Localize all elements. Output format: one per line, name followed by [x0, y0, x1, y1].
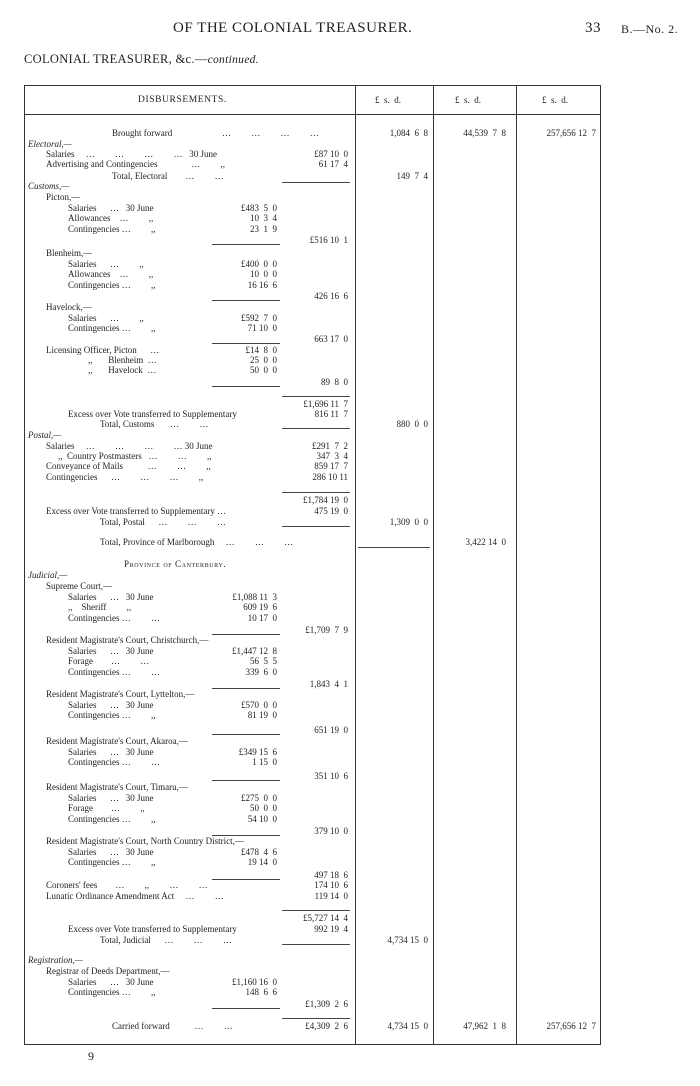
amount-a: 1,309 0 0 — [389, 517, 428, 527]
row-label: Contingencies … … … ,, — [46, 472, 204, 482]
amount-n1: 347 3 4 — [316, 451, 348, 461]
table-bottom-border — [24, 1044, 601, 1045]
amount-n1: 497 18 6 — [314, 870, 348, 880]
amount-n0: 10 0 0 — [250, 269, 277, 279]
row-label: Allowances … ,, — [68, 269, 154, 279]
amount-n1: £1,309 2 6 — [305, 999, 348, 1009]
row-label: Customs,— — [28, 181, 70, 191]
row-label: Resident Magistrate's Court, Timaru,— — [46, 782, 188, 792]
amount-n1: £291 7 2 — [312, 441, 348, 451]
amount-c: 257,656 12 7 — [546, 128, 596, 138]
row-label: Brought forward — [112, 128, 173, 138]
row-label: Contingencies … … — [68, 667, 160, 677]
amount-b: 44,539 7 8 — [463, 128, 506, 138]
sum-rule — [212, 734, 280, 735]
sum-rule — [212, 244, 280, 245]
row-label: Contingencies … ,, — [68, 280, 156, 290]
row-label: Postal,— — [28, 430, 62, 440]
row-label: Contingencies … … — [68, 757, 160, 767]
amount-n1: £516 10 1 — [309, 235, 348, 245]
amount-a: 4,734 15 0 — [387, 1021, 428, 1031]
sum-rule — [212, 835, 280, 836]
row-label: Contingencies … ,, — [68, 814, 156, 824]
amount-n0: 148 6 6 — [245, 987, 277, 997]
amount-n0: 10 3 4 — [250, 213, 277, 223]
section-heading-continued: continued. — [207, 54, 259, 66]
row-label: Salaries … ,, — [68, 259, 144, 269]
sum-rule — [282, 396, 350, 397]
sum-rule — [282, 1018, 350, 1019]
amount-n0: 81 19 0 — [247, 710, 277, 720]
amount-n1: 174 10 6 — [314, 880, 348, 890]
amount-a: 4,734 15 0 — [387, 935, 428, 945]
row-label: Salaries … 30 June — [68, 592, 154, 602]
amount-n1: 1,843 4 1 — [309, 679, 348, 689]
amount-b: 47,962 1 8 — [463, 1021, 506, 1031]
row-label: Judicial,— — [28, 570, 68, 580]
amount-a: 149 7 4 — [396, 171, 428, 181]
page-number: 33 — [585, 20, 601, 36]
amount-n1: 119 14 0 — [314, 891, 348, 901]
amount-n1: £4,309 2 6 — [305, 1021, 348, 1031]
sum-rule — [282, 182, 350, 183]
row-label: Salaries … 30 June — [68, 977, 154, 987]
row-label: Conveyance of Mails … … ,, — [46, 461, 211, 471]
amount-n1: 651 19 0 — [314, 725, 348, 735]
amount-n1: 286 10 11 — [312, 472, 348, 482]
amount-n0: £1,088 11 3 — [232, 592, 277, 602]
row-label: Salaries … 30 June — [68, 646, 154, 656]
section-heading-text: COLONIAL TREASURER, &c.— — [24, 52, 208, 66]
row-label: Salaries … … … … 30 June — [46, 441, 213, 451]
row-label: Contingencies … … — [68, 613, 160, 623]
row-label: Registrar of Deeds Department,— — [46, 966, 170, 976]
row-label: Allowances … ,, — [68, 213, 154, 223]
row-label: Contingencies … ,, — [68, 710, 156, 720]
row-label: Salaries … ,, — [68, 313, 144, 323]
row-label: Salaries … 30 June — [68, 747, 154, 757]
row-label: Resident Magistrate's Court, North Country District,— — [46, 836, 244, 846]
amount-n1: 816 11 7 — [314, 409, 348, 419]
row-label: ,, Sheriff ,, — [68, 602, 132, 612]
amount-n0: 1 15 0 — [252, 757, 277, 767]
disbursements-heading: DISBURSEMENTS. — [138, 95, 227, 105]
amount-n0: £478 4 6 — [241, 847, 277, 857]
page-title: OF THE COLONIAL TREASURER. — [173, 20, 413, 36]
row-label: Total, Postal … … … — [100, 517, 226, 527]
row-label: Blenheim,— — [46, 248, 93, 258]
column-header-1: £ s. d. — [375, 95, 402, 105]
row-label: Salaries … 30 June — [68, 793, 154, 803]
amount-n0: £570 0 0 — [241, 700, 277, 710]
row-label: Forage … ,, — [68, 803, 145, 813]
amount-n1: 475 19 0 — [314, 506, 348, 516]
table-header-border — [24, 114, 601, 115]
row-label: Lunatic Ordinance Amendment Act … … — [46, 891, 224, 901]
row-leader-dots: … … … … — [222, 128, 319, 138]
row-label: Salaries … 30 June — [68, 847, 154, 857]
row-label: Total, Province of Marlborough … … … — [100, 537, 294, 547]
row-label: Licensing Officer, Picton … — [46, 345, 160, 355]
row-label: Contingencies … ,, — [68, 323, 156, 333]
amount-n1: 89 8 0 — [321, 377, 348, 387]
amount-n0: £400 0 0 — [241, 259, 277, 269]
amount-n1: 859 17 7 — [314, 461, 348, 471]
amount-n0: 19 14 0 — [247, 857, 277, 867]
row-label: Contingencies … ,, — [68, 987, 156, 997]
amount-n1: 351 10 6 — [314, 771, 348, 781]
amount-n0: £275 0 0 — [241, 793, 277, 803]
sum-rule — [212, 300, 280, 301]
sum-rule — [212, 343, 280, 344]
footer-page-number: 9 — [88, 1049, 94, 1063]
amount-n0: 71 10 0 — [247, 323, 277, 333]
amount-n0: 50 0 0 — [250, 365, 277, 375]
row-label: Excess over Vote transferred to Supplementary … — [46, 506, 227, 516]
row-label: ,, Country Postmasters … … ,, — [58, 451, 212, 461]
sum-rule — [212, 1008, 280, 1009]
row-label: Salaries … … … … 30 June — [46, 149, 217, 159]
amount-n0: 609 19 6 — [243, 602, 277, 612]
sum-rule — [282, 526, 350, 527]
row-label: Electoral,— — [28, 139, 72, 149]
row-label: ,, Blenheim … — [88, 355, 157, 365]
sum-rule — [282, 428, 350, 429]
amount-n1: 61 17 4 — [318, 159, 348, 169]
amount-n1: £87 10 0 — [314, 149, 348, 159]
column-header-2: £ s. d. — [455, 95, 482, 105]
amount-n0: 10 17 0 — [247, 613, 277, 623]
amount-n1: £1,784 19 0 — [303, 495, 348, 505]
amount-n0: £592 7 0 — [241, 313, 277, 323]
row-label: Advertising and Contingencies … ,, — [46, 159, 225, 169]
amount-n1: 379 10 0 — [314, 826, 348, 836]
row-label: Contingencies … ,, — [68, 857, 156, 867]
amount-a: 1,084 6 8 — [389, 128, 428, 138]
amount-n1: £5,727 14 4 — [303, 913, 348, 923]
row-label: Resident Magistrate's Court, Lyttelton,— — [46, 689, 195, 699]
amount-n0: £1,447 12 8 — [232, 646, 277, 656]
sum-rule — [212, 879, 280, 880]
column-header-3: £ s. d. — [542, 95, 569, 105]
row-label: Province of Canterbury. — [124, 559, 227, 569]
amount-n1: 663 17 0 — [314, 334, 348, 344]
amount-n0: 339 6 0 — [245, 667, 277, 677]
table-left-border — [24, 85, 25, 1045]
amount-n1: £1,696 11 7 — [303, 399, 348, 409]
sum-rule — [282, 910, 350, 911]
section-heading — [24, 52, 259, 67]
row-label: Registration,— — [28, 955, 83, 965]
row-label: Havelock,— — [46, 302, 92, 312]
column-divider — [516, 85, 517, 1045]
amount-n0: £14 8 0 — [245, 345, 277, 355]
row-label: Excess over Vote transferred to Supplementary — [68, 924, 237, 934]
column-divider — [433, 85, 434, 1045]
row-label: Carried forward … … — [112, 1021, 233, 1031]
amount-n1: £1,709 7 9 — [305, 625, 348, 635]
sum-rule — [212, 386, 280, 387]
sum-rule — [358, 547, 430, 548]
row-label: Salaries … 30 June — [68, 203, 154, 213]
row-label: Resident Magistrate's Court, Akaroa,— — [46, 736, 188, 746]
sum-rule — [212, 688, 280, 689]
column-divider — [355, 85, 356, 1045]
sum-rule — [282, 944, 350, 945]
amount-n0: 56 5 5 — [250, 656, 277, 666]
row-label: Contingencies … ,, — [68, 224, 156, 234]
amount-n0: £1,160 16 0 — [232, 977, 277, 987]
document-reference: B.—No. 2. — [621, 22, 679, 36]
amount-a: 880 0 0 — [396, 419, 428, 429]
amount-n1: 992 19 4 — [314, 924, 348, 934]
row-label: Resident Magistrate's Court, Christchurch,— — [46, 635, 209, 645]
amount-n0: 54 10 0 — [247, 814, 277, 824]
amount-c: 257,656 12 7 — [546, 1021, 596, 1031]
row-label: Coroners' fees … ,, … … — [46, 880, 208, 890]
amount-n0: 50 0 0 — [250, 803, 277, 813]
sum-rule — [212, 780, 280, 781]
amount-n0: 16 16 6 — [247, 280, 277, 290]
amount-n0: £483 5 0 — [241, 203, 277, 213]
table-right-border — [600, 85, 601, 1045]
amount-b: 3,422 14 0 — [465, 537, 506, 547]
amount-n0: £349 15 6 — [238, 747, 277, 757]
row-label: Total, Judicial … … … — [100, 935, 232, 945]
amount-n1: 426 16 6 — [314, 291, 348, 301]
amount-n0: 25 0 0 — [250, 355, 277, 365]
amount-n0: 23 1 9 — [250, 224, 277, 234]
sum-rule — [282, 492, 350, 493]
row-label: Total, Electoral … … — [112, 171, 224, 181]
row-label: Excess over Vote transferred to Supplementary — [68, 409, 237, 419]
row-label: Supreme Court,— — [46, 581, 112, 591]
row-label: Salaries … 30 June — [68, 700, 154, 710]
row-label: Picton,— — [46, 192, 81, 202]
row-label: Total, Customs … … — [100, 419, 209, 429]
row-label: Forage … … — [68, 656, 150, 666]
table-top-border — [24, 85, 601, 86]
row-label: ,, Havelock … — [88, 365, 157, 375]
sum-rule — [212, 634, 280, 635]
